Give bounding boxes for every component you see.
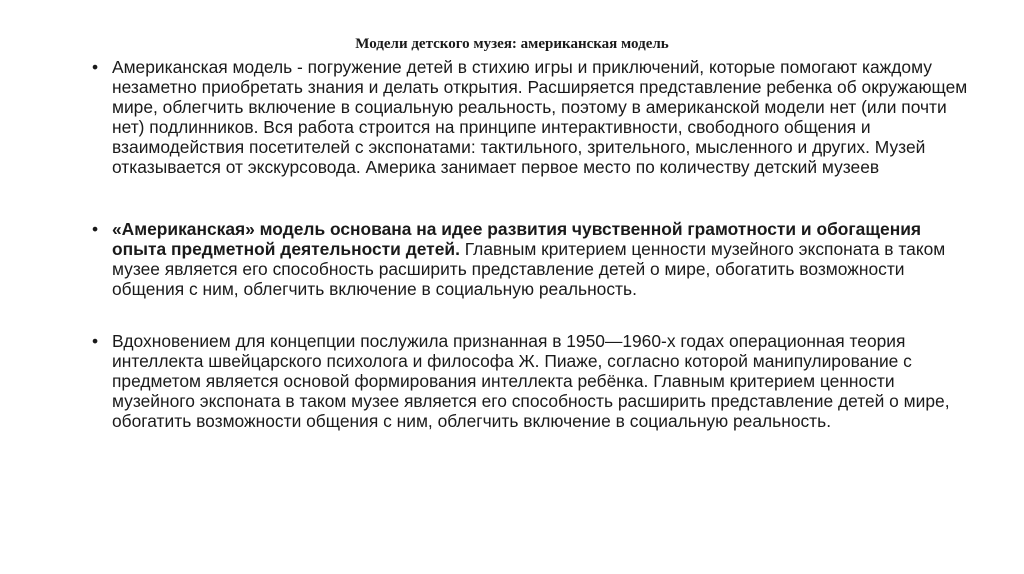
- bullet-dot: •: [92, 57, 99, 77]
- bullet-item-1: [92, 57, 972, 219]
- bullet-2-bold: «Американская» модель основана на идее развития чувственной грамотности и обогащения опыта предметной деятельности детей.: [112, 219, 922, 259]
- bullet-dot: •: [92, 331, 99, 351]
- bullet-2-text: Главным критерием ценности музейного экспоната в таком музее является его способность расширить представление детей о мире, обогатить возможности общения с ним, облегчить включение в социальную реальность.: [112, 239, 946, 299]
- bullet-item-3: [92, 331, 972, 471]
- bullet-1-text: Американская модель - погружение детей в стихию игры и приключений, которые помогают каждому незаметно приобретать знания и делать открытия. Расширяется представление ребенка об окружающем мире, облегчить включение в социальную реальность, поэтому в американской модели нет (или почти нет) подлинников. Вся работа строится на принципе интерактивности, свободного общения и взаимодействия посетителей с экспонатами: тактильного, зрительного, мысленного и других. Музей отказывается от экскурсовода. Америка занимает первое место по количеству детский музеев: [112, 57, 968, 177]
- bullet-3-text: Вдохновением для концепции послужила признанная в 1950—1960-х годах операционная теория интеллекта швейцарского психолога и философа Ж. Пиаже, согласно которой манипулирование с предметом является основой формирования интеллекта ребёнка. Главным критерием ценности музейного экспоната в таком музее является его способность расширить представление детей о мире, обогатить возможности общения с ним, облегчить включение в социальную реальность.: [112, 331, 950, 431]
- slide-title: Модели детского музея: американская модель: [355, 36, 669, 52]
- bullet-dot: •: [92, 219, 99, 239]
- bullet-item-2: [92, 219, 972, 331]
- bullet-list: [92, 57, 972, 471]
